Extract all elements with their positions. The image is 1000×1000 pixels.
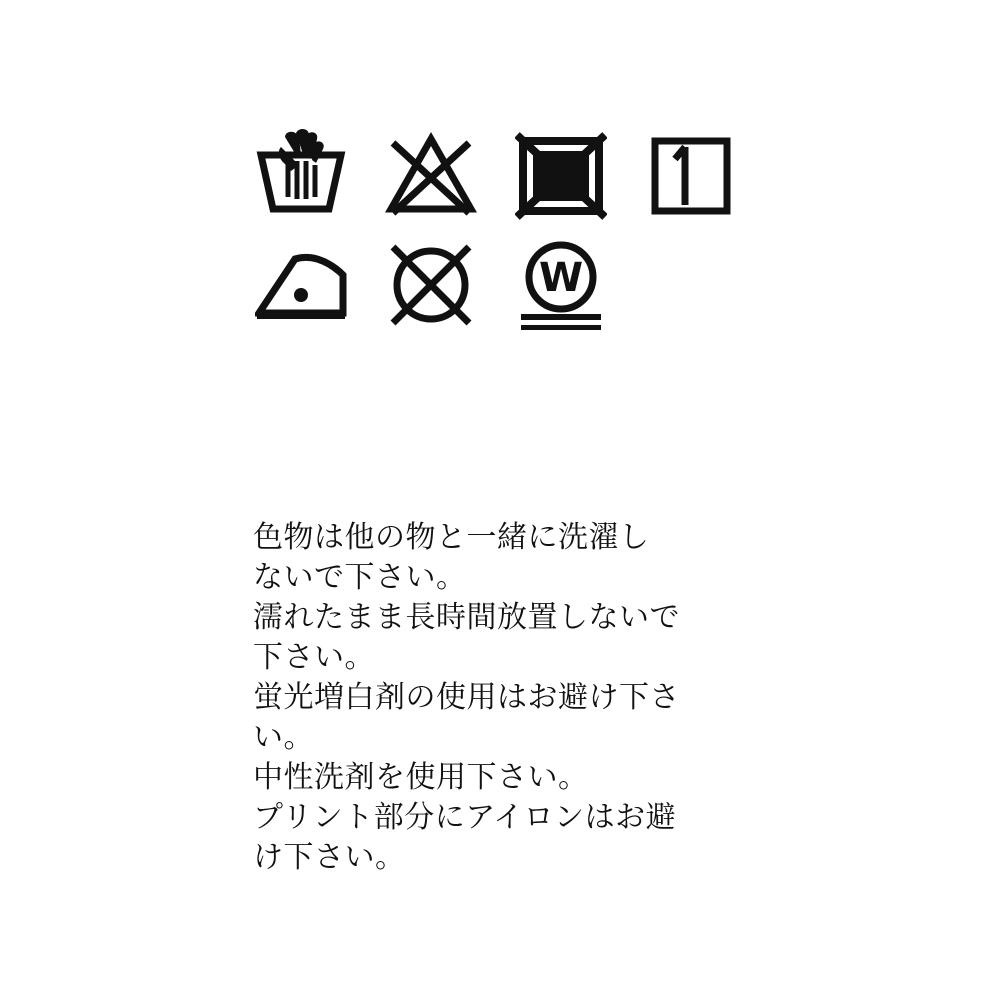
no-bleach-triangle-symbol [385,125,477,220]
drip-dry-symbol [645,125,737,220]
care-symbol-row-bottom [255,235,607,330]
wet-clean-w-circle-symbol [515,235,607,330]
instruction-line: い。 [253,720,314,755]
instruction-line: 中性洗剤を使用下さい。 [253,760,589,795]
instruction-line: プリント部分にアイロンはお避 [253,800,677,835]
instruction-line: け下さい。 [253,840,406,875]
instruction-line: 色物は他の物と一緒に洗濯し [253,520,650,555]
instruction-line: ないで下さい。 [253,560,467,595]
care-symbol-row-top [255,125,737,220]
instruction-line: 蛍光増白剤の使用はお避け下さ [253,680,680,715]
svg-text:W: W [538,255,584,301]
no-tumble-dry-square-symbol [515,125,607,220]
iron-symbol [255,235,347,330]
care-instructions-block [253,518,783,878]
no-dry-clean-circle-symbol [385,235,477,330]
instruction-line: 下さい。 [253,640,375,675]
instruction-line: 濡れたまま長時間放置しないで [253,600,680,635]
hand-wash-symbol [255,125,347,220]
